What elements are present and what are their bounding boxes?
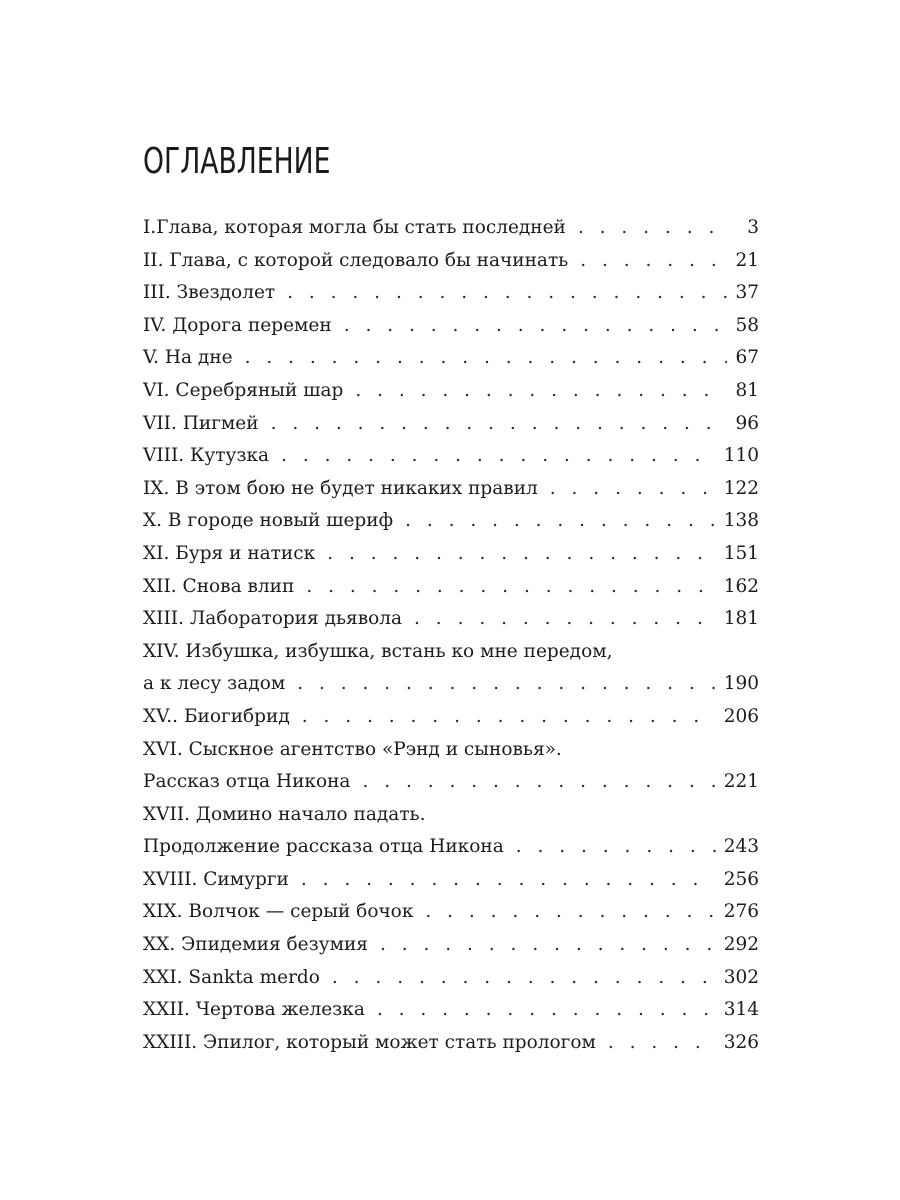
toc-entry-title: XXIII. Эпилог, который может стать прологом	[143, 1031, 596, 1053]
dot-leader	[297, 668, 715, 701]
dot-leader	[287, 277, 727, 310]
dot-leader	[302, 701, 716, 734]
toc-entry	[143, 962, 759, 995]
table-of-contents	[143, 212, 759, 1059]
dot-leader	[608, 1027, 716, 1060]
toc-entry-title: XII. Снова влип	[143, 575, 295, 597]
toc-page-number: 326	[723, 1031, 759, 1053]
toc-entry-line	[143, 962, 759, 995]
toc-entry-title-continuation: Продолжение рассказа отца Никона	[143, 836, 504, 858]
toc-entry-line	[143, 342, 759, 375]
dot-leader	[414, 603, 716, 636]
toc-entry-title: II. Глава, с которой следовало бы начинать	[143, 249, 569, 271]
toc-entry-title: VIII. Кутузка	[143, 445, 270, 467]
toc-entry	[143, 734, 759, 799]
toc-entry	[143, 864, 759, 897]
toc-entry	[143, 505, 759, 538]
toc-page-number: 181	[723, 608, 759, 630]
toc-entry-line	[143, 571, 759, 604]
dot-leader	[362, 766, 715, 799]
dot-leader	[301, 864, 716, 897]
dot-leader	[344, 310, 728, 343]
toc-page-number: 67	[735, 347, 759, 369]
toc-entry-title: XXI. Sankta merdo	[143, 966, 320, 988]
toc-entry	[143, 342, 759, 375]
toc-entry-line	[143, 896, 759, 929]
toc-entry-title: XIX. Волчок — серый бочок	[143, 901, 414, 923]
toc-page-number: 206	[723, 705, 759, 727]
toc-page-number: 302	[723, 966, 759, 988]
dot-leader	[332, 962, 716, 995]
toc-entry-title: X. В городе новый шериф	[143, 510, 394, 532]
toc-page-number: 314	[723, 999, 759, 1021]
toc-page-number: 276	[723, 901, 759, 923]
toc-page-number: 243	[723, 836, 759, 858]
toc-entry	[143, 408, 759, 441]
toc-entry	[143, 310, 759, 343]
toc-entry-line	[143, 408, 759, 441]
dot-leader	[380, 929, 716, 962]
toc-entry	[143, 571, 759, 604]
dot-leader	[516, 831, 716, 864]
toc-entry	[143, 538, 759, 571]
toc-page-number: 21	[735, 249, 759, 271]
toc-entry-line	[143, 701, 759, 734]
toc-entry-first-line	[143, 636, 759, 669]
dot-leader	[578, 212, 731, 245]
toc-entry-line	[143, 603, 759, 636]
toc-page-number: 221	[723, 771, 759, 793]
dot-leader	[327, 538, 716, 571]
toc-page-number: 151	[723, 542, 759, 564]
toc-entry-title-continuation: а к лесу задом	[143, 673, 286, 695]
dot-leader	[245, 342, 728, 375]
toc-entry-line	[143, 864, 759, 897]
toc-entry	[143, 636, 759, 701]
toc-page-number: 138	[723, 510, 759, 532]
toc-entry-title: VII. Пигмей	[143, 412, 259, 434]
toc-entry-line	[143, 473, 759, 506]
toc-heading: ОГЛАВЛЕНИЕ	[143, 141, 331, 182]
toc-entry-title: I.Глава, которая могла бы стать последней	[143, 217, 566, 238]
toc-page-number: 110	[723, 445, 759, 467]
toc-page-number: 122	[723, 477, 759, 499]
toc-entry-line	[143, 831, 759, 864]
toc-entry-first-line	[143, 734, 759, 767]
toc-page-number: 292	[723, 934, 759, 956]
toc-entry-title: XIV. Избушка, избушка, встань ко мне передом,	[143, 640, 613, 662]
toc-entry-title: XVII. Домино начало падать.	[143, 803, 426, 825]
toc-entry-title: XV.. Биогибрид	[143, 705, 290, 727]
toc-entry	[143, 603, 759, 636]
toc-entry	[143, 245, 759, 278]
toc-entry	[143, 440, 759, 473]
toc-entry	[143, 1027, 759, 1060]
toc-entry-title: XI. Буря и натиск	[143, 542, 316, 564]
dot-leader	[355, 375, 727, 408]
dot-leader	[405, 505, 716, 538]
toc-page-number: 96	[735, 412, 759, 434]
dot-leader	[271, 408, 728, 441]
toc-page-number: 81	[735, 379, 759, 401]
toc-entry-line	[143, 994, 759, 1027]
toc-entry-title: IV. Дорога перемен	[143, 314, 332, 336]
toc-entry-title: XIII. Лаборатория дьявола	[143, 608, 403, 630]
toc-entry-line	[143, 668, 759, 701]
dot-leader	[580, 245, 727, 278]
toc-entry-line	[143, 440, 759, 473]
toc-entry-line	[143, 766, 759, 799]
toc-entry-line	[143, 1027, 759, 1060]
toc-entry-title: XVI. Сыскное агентство «Рэнд и сыновья».	[143, 738, 562, 760]
toc-entry-line	[143, 505, 759, 538]
toc-entry-line	[143, 245, 759, 278]
toc-entry	[143, 701, 759, 734]
toc-page-number: 256	[723, 868, 759, 890]
toc-entry-line	[143, 310, 759, 343]
dot-leader	[306, 571, 715, 604]
toc-entry-line	[143, 375, 759, 408]
dot-leader	[377, 994, 716, 1027]
toc-entry-title: III. Звездолет	[143, 282, 276, 304]
dot-leader	[425, 896, 715, 929]
toc-entry	[143, 277, 759, 310]
toc-entry-title: VI. Серебряный шар	[143, 379, 344, 401]
toc-entry	[143, 994, 759, 1027]
toc-entry-title: V. На дне	[143, 347, 233, 369]
toc-page-number: 162	[723, 575, 759, 597]
toc-entry-line	[143, 929, 759, 962]
dot-leader	[281, 440, 716, 473]
toc-entry	[143, 929, 759, 962]
toc-entry-title: XXII. Чертова железка	[143, 999, 365, 1021]
toc-entry	[143, 473, 759, 506]
toc-entry	[143, 375, 759, 408]
toc-page-number: 3	[747, 217, 759, 238]
toc-entry	[143, 212, 759, 245]
toc-entry-line	[143, 538, 759, 571]
toc-entry-title: IX. В этом бою не будет никаких правил	[143, 477, 538, 499]
dot-leader	[550, 473, 716, 506]
toc-entry-title-continuation: Рассказ отца Никона	[143, 771, 351, 793]
toc-entry-line	[143, 212, 759, 245]
toc-page-number: 37	[735, 282, 759, 304]
toc-entry	[143, 896, 759, 929]
toc-page-number: 58	[735, 314, 759, 336]
toc-entry-line	[143, 277, 759, 310]
toc-entry-first-line	[143, 799, 759, 832]
toc-entry-title: XVIII. Симурги	[143, 868, 289, 890]
toc-entry-title: XX. Эпидемия безумия	[143, 934, 368, 956]
toc-entry	[143, 799, 759, 864]
toc-page-number: 190	[723, 673, 759, 695]
